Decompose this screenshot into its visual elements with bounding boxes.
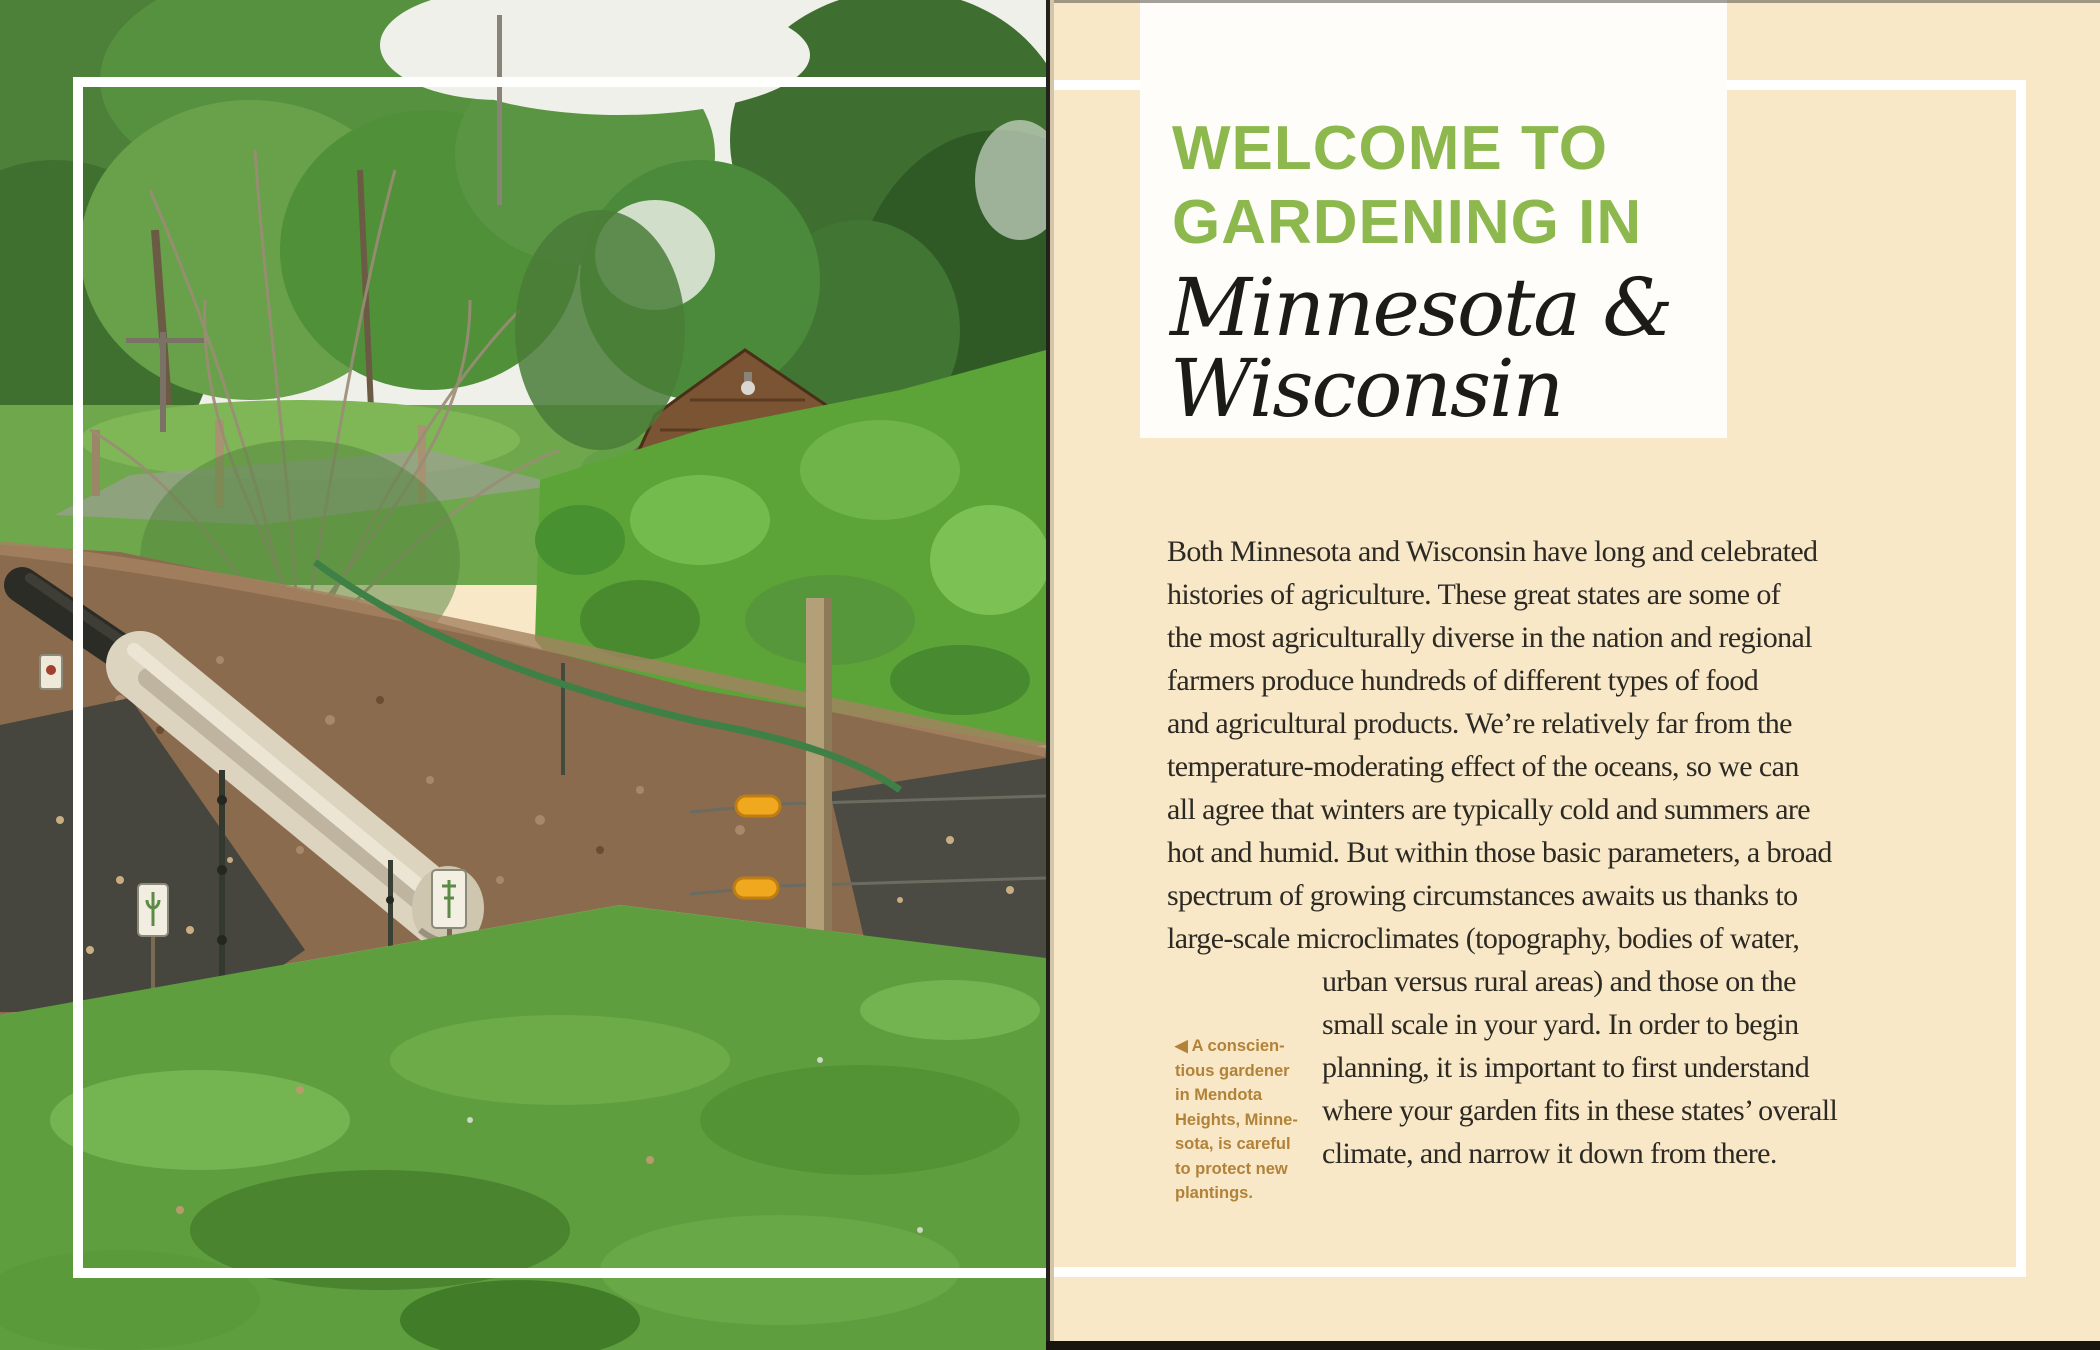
page-edge-bottom: [1046, 1341, 2100, 1350]
photo-caption: [1175, 1034, 1305, 1206]
body-text-line: Both Minnesota and Wisconsin have long and celebrated: [1167, 535, 1818, 568]
photo-caption-line: Heights, Minne-: [1175, 1110, 1298, 1129]
title-name-line2: Wisconsin: [1170, 342, 1563, 435]
photo-caption-line: to protect new: [1175, 1159, 1288, 1178]
photo-caption-line: plantings.: [1175, 1184, 1253, 1202]
body-text-line: histories of agriculture. These great states are some of: [1167, 578, 1781, 611]
title-name-line1: Minnesota &: [1170, 261, 1672, 354]
body-text-line: planning, it is important to first understand: [1322, 1051, 1810, 1084]
body-text-line: spectrum of growing circumstances awaits us thanks to: [1167, 879, 1798, 912]
body-text-line: and agricultural products. We’re relatively far from the: [1167, 707, 1792, 740]
body-text-line: the most agriculturally diverse in the nation and regional: [1167, 621, 1813, 654]
body-text-line: climate, and narrow it down from there.: [1322, 1137, 1777, 1170]
photo-caption-line: in Mendota: [1175, 1086, 1263, 1104]
photo-caption-line: sota, is careful: [1175, 1135, 1291, 1153]
garden-photo-art: [0, 0, 1046, 1350]
shrub-left-of-barn: [515, 210, 685, 450]
page-edge-top: [1054, 0, 2100, 3]
book-gutter: [1046, 0, 1054, 1350]
body-text-line: large-scale microclimates (topography, bodies of water,: [1167, 922, 1800, 955]
body-text-line: farmers produce hundreds of different types of food: [1167, 664, 1759, 697]
body-text-line: all agree that winters are typically cold and summers are: [1167, 793, 1811, 826]
barn-light-fixture: [744, 372, 752, 382]
title-kicker-line1: WELCOME TO: [1172, 114, 1608, 183]
photo-caption-line: tious gardener: [1175, 1061, 1290, 1080]
body-text-line: where your garden fits in these states’ overall: [1322, 1094, 1838, 1127]
body-text-line: temperature-moderating effect of the oceans, so we can: [1167, 750, 1799, 783]
body-text-line: hot and humid. But within those basic parameters, a broad: [1167, 836, 1832, 869]
photo-caption-line: ◀ A conscien-: [1175, 1037, 1285, 1055]
body-text-line: urban versus rural areas) and those on the: [1322, 965, 1796, 998]
body-text-line: small scale in your yard. In order to begin: [1322, 1008, 1799, 1041]
garden-photo: [0, 0, 1046, 1350]
title-kicker-line2: GARDENING IN: [1172, 188, 1643, 257]
